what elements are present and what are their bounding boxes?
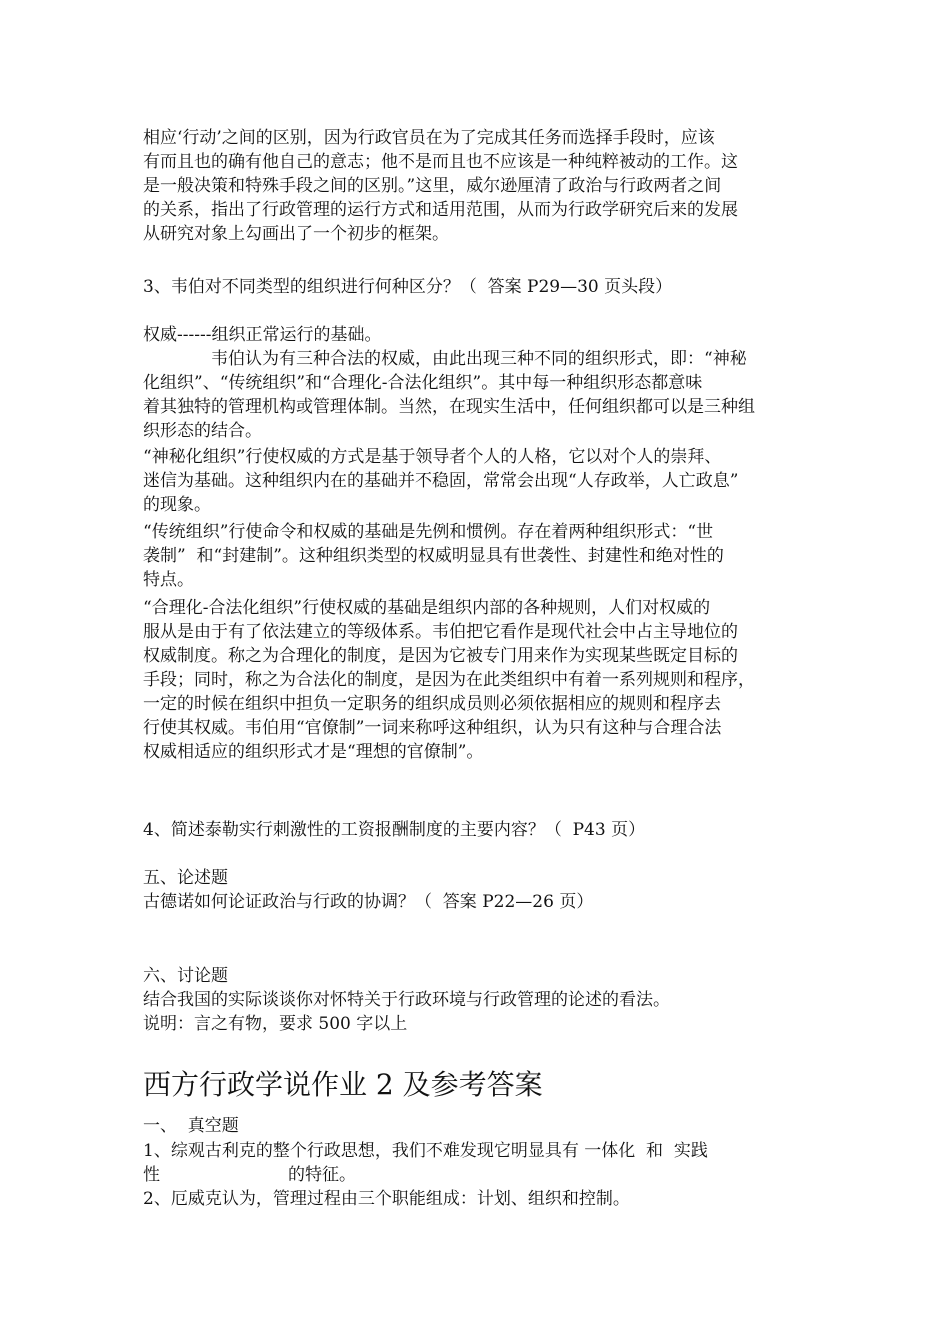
question-1-text: 1、综观古利克的整个行政思想，我们不难发现它明显具有 — [143, 1141, 585, 1161]
homework-2-question-1-line-2 — [143, 1163, 356, 1187]
text-line: 相应‘行动’之间的区别，因为行政官员在为了完成其任务而选择手段时，应该 — [143, 128, 715, 148]
answer-blank-2: 实践 — [673, 1141, 708, 1161]
question-4-text: 4、简述泰勒实行刺激性的工资报酬制度的主要内容？（ P43 页） — [143, 820, 646, 840]
section-6-heading: 六、讨论题 — [143, 966, 228, 986]
section-6-question: 结合我国的实际谈谈你对怀特关于行政环境与行政管理的论述的看法。 — [143, 990, 670, 1010]
question-2-text: 2、厄威克认为，管理过程由三个职能组成：计划、组织和控制。 — [143, 1189, 630, 1209]
homework-2-question-1-line-1 — [143, 1139, 708, 1163]
text-line: “传统组织”行使命令和权威的基础是先例和惯例。存在着两种组织形式：“世 — [143, 522, 714, 542]
question-3-text: 3、韦伯对不同类型的组织进行何种区分？（ 答案 P29—30 页头段） — [143, 277, 673, 297]
section-1-heading-text: 一、 真空题 — [143, 1116, 239, 1136]
text-line: 迷信为基础。这种组织内在的基础并不稳固，常常会出现“人存政举，人亡政息” — [143, 471, 739, 491]
text-line-content: 韦伯认为有三种合法的权威，由此出现三种不同的组织形式，即：“神秘 — [211, 349, 747, 369]
section-5-question: 古德诺如何论证政治与行政的协调？（ 答案 P22—26 页） — [143, 892, 594, 912]
text-line: 手段；同时，称之为合法化的制度，是因为在此类组织中有着一系列规则和程序， — [143, 670, 755, 690]
paragraph-mystic-organization — [143, 445, 815, 517]
paragraph-rational-organization — [143, 596, 815, 764]
text-line: 服从是由于有了依法建立的等级体系。韦伯把它看作是现代社会中占主导地位的 — [143, 622, 738, 642]
paragraph-weber — [143, 347, 815, 443]
paragraph-traditional-organization — [143, 520, 815, 592]
question-3 — [143, 275, 815, 299]
text-line: 袭制” 和“封建制”。这种组织类型的权威明显具有世袭性、封建性和绝对性的 — [143, 546, 724, 566]
answer-blank-2-cont: 性 — [143, 1165, 160, 1185]
text-line — [143, 347, 815, 371]
text-line: 权威制度。称之为合理化的制度，是因为它被专门用来作为实现某些既定目标的 — [143, 646, 738, 666]
text-line: 织形态的结合。 — [143, 421, 262, 441]
text-line: 行使其权威。韦伯用“官僚制”一词来称呼这种组织，认为只有这种与合理合法 — [143, 718, 722, 738]
answer-blank-1: 一体化 — [584, 1141, 636, 1161]
section-5 — [143, 866, 815, 914]
text-line: 特点。 — [143, 570, 194, 590]
text-line: 化组织”、“传统组织”和“合理化-合法化组织”。其中每一种组织形态都意味 — [143, 373, 703, 393]
paragraph-wilson — [143, 126, 815, 246]
homework-2-question-2 — [143, 1187, 815, 1211]
question-1-ending: 的特征。 — [288, 1165, 356, 1185]
text-line: 是一般决策和特殊手段之间的区别。”这里，威尔逊厘清了政治与行政两者之间 — [143, 176, 722, 196]
text-line: 权威相适应的组织形式才是“理想的官僚制”。 — [143, 742, 484, 762]
text-line: 着其独特的管理机构或管理体制。当然，在现实生活中，任何组织都可以是三种组 — [143, 397, 755, 417]
section-6-note: 说明：言之有物，要求 500 字以上 — [143, 1014, 408, 1034]
text-line: “合理化-合法化组织”行使权威的基础是组织内部的各种规则，人们对权威的 — [143, 598, 711, 618]
homework-2-title: 西方行政学说作业 2 及参考答案 — [143, 1068, 543, 1101]
section-5-heading: 五、论述题 — [143, 868, 228, 888]
section-6 — [143, 964, 815, 1036]
text-line: 的关系，指出了行政管理的运行方式和适用范围，从而为行政学研究后来的发展 — [143, 200, 738, 220]
text-line: “神秘化组织”行使权威的方式是基于领导者个人的人格，它以对个人的崇拜、 — [143, 447, 722, 467]
question-1-connector: 和 — [635, 1141, 674, 1161]
question-4 — [143, 818, 815, 842]
text-line: 有而且也的确有他自己的意志；他不是而且也不应该是一种纯粹被动的工作。这 — [143, 152, 738, 172]
text-line: 从研究对象上勾画出了一个初步的框架。 — [143, 224, 449, 244]
text-line: 一定的时候在组织中担负一定职务的组织成员则必须依据相应的规则和程序去 — [143, 694, 721, 714]
authority-heading-text: 权威------组织正常运行的基础。 — [143, 325, 382, 345]
text-line: 的现象。 — [143, 495, 211, 515]
authority-heading — [143, 323, 815, 347]
homework-2-section-1-heading — [143, 1114, 815, 1138]
